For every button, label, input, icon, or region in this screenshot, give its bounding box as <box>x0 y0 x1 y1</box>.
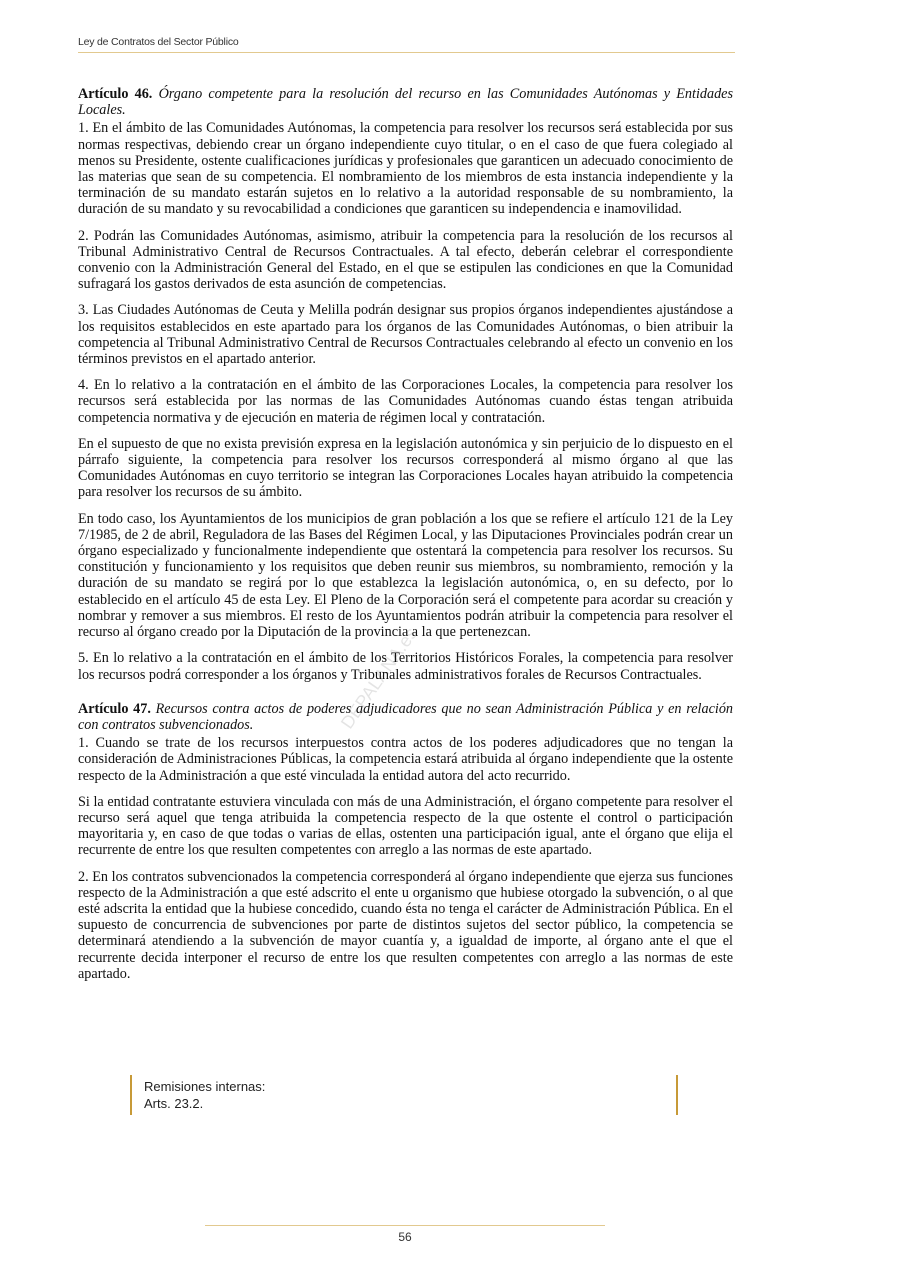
article-spacer <box>78 693 733 701</box>
footer-divider <box>205 1225 605 1226</box>
running-header: Ley de Contratos del Sector Público <box>78 36 735 53</box>
page-body <box>78 86 733 992</box>
paragraph: 4. En lo relativo a la contratación en el ámbito de las Corporaciones Locales, la competencia para resolver los recursos será establecida por las normas de las Comunidades Autónomas cuando éstas tengan atribuida competencia normativa y de ejecución en materia de régimen local y contratación. <box>78 377 733 426</box>
article-title: Recursos contra actos de poderes adjudicadores que no sean Administración Pública y en relación con contratos subvencionados. <box>78 700 734 733</box>
article-heading <box>78 86 733 118</box>
paragraph: 1. En el ámbito de las Comunidades Autónomas, la competencia para resolver los recursos será establecida por sus normas respectivas, debiendo crear un órgano independiente cuyo titular, o en el caso de que fuera colegiado al menos su Presidente, ostente cualificaciones jurídicas y profesionales que garanticen un adecuado conocimiento de las materias que sean de su competencia. El nombramiento de los miembros de esta instancia independiente y la terminación de su mandato estarán sujetos en lo relativo a la autoridad responsable de su nombramiento, la duración de su mandato y su revocabilidad a condiciones que garanticen su independencia e inamovilidad. <box>78 120 733 218</box>
paragraph: 3. Las Ciudades Autónomas de Ceuta y Melilla podrán designar sus propios órganos independientes ajustándose a los requisitos establecidos en este apartado para los órganos de las Comunidades Autónomas, o bien atribuir la competencia al Tribunal Administrativo Central de Recursos Contractuales celebrando al efecto un convenio en los términos previstos en el apartado anterior. <box>78 302 733 368</box>
article-title: Órgano competente para la resolución del recurso en las Comunidades Autónomas y Entidades Locales. <box>78 86 734 119</box>
paragraph: 2. En los contratos subvencionados la competencia corresponderá al órgano independiente que ejerza sus funciones respecto de la Administración a que esté adscrito el ente u organismo que hubiese otorgado la subvención, o al que esté adscrita la entidad que la hubiese concedido, cuando ésta no tenga el carácter de Administración Pública. En el supuesto de concurrencia de subvenciones por parte de distintos sujetos del sector público, la competencia se determinará atendiendo a la subvención de mayor cuantía y, a igualdad de importe, al órgano ante el que el recurrente decida interponer el recurso de entre los que resulten competentes con arreglo a las normas de este apartado. <box>78 868 733 982</box>
paragraph: 1. Cuando se trate de los recursos interpuestos contra actos de los poderes adjudicadores que no tengan la consideración de Administraciones Públicas, la competencia estará atribuida al órgano independiente que la ostente respecto de la Administración a que esté vinculada la entidad autora del acto recurrido. <box>78 735 733 784</box>
internal-references-label: Remisiones internas: <box>144 1079 266 1094</box>
paragraph: Si la entidad contratante estuviera vinculada con más de una Administración, el órgano competente para resolver el recurso será aquel que tenga atribuida la competencia respecto de la que ostente el control o participación mayoritaria y, en caso de que todas o varias de ellas, ostenten una participación igual, ante el órgano que elija el recurrente de entre los que resulten competentes con arreglo a las normas de este apartado. <box>78 793 733 859</box>
internal-references-box <box>130 1075 678 1115</box>
article-heading <box>78 701 733 733</box>
internal-references-list: Arts. 23.2. <box>144 1096 204 1111</box>
paragraph: 5. En lo relativo a la contratación en el ámbito de los Territorios Históricos Forales, la competencia para resolver los recursos podrá corresponder a los órganos y Tribunales administrativos forales de Recursos Contractuales. <box>78 650 733 683</box>
article-46 <box>78 86 733 683</box>
watermark: DEPALANA.es <box>336 623 422 733</box>
page-number: 56 <box>398 1230 412 1244</box>
paragraph: En el supuesto de que no exista previsión expresa en la legislación autonómica y sin perjuicio de lo dispuesto en el párrafo siguiente, la competencia para resolver los recursos corresponderá al mismo órgano al que las Comunidades Autónomas en cuyo territorio se integran las Corporaciones Locales hayan atribuido la competencia para resolver los recursos de su ámbito. <box>78 435 733 501</box>
article-number: Artículo 47. <box>78 700 151 717</box>
article-number: Artículo 46. <box>78 86 153 102</box>
article-47 <box>78 701 733 982</box>
paragraph: 2. Podrán las Comunidades Autónomas, asimismo, atribuir la competencia para la resolución de los recursos al Tribunal Administrativo Central de Recursos Contractuales. A tal efecto, deberán celebrar el correspondiente convenio con la Administración General del Estado, en el que se estipulen las condiciones en que la Comunidad sufragará los gastos derivados de esta asunción de competencias. <box>78 227 733 293</box>
paragraph: En todo caso, los Ayuntamientos de los municipios de gran población a los que se refiere el artículo 121 de la Ley 7/1985, de 2 de abril, Reguladora de las Bases del Régimen Local, y las Diputaciones Provinciales podrán crear un órgano especializado y funcionalmente independiente que ostentará la competencia para resolver los recursos. Su constitución y funcionamiento y los requisitos que deben reunir sus miembros, su nombramiento, remoción y la duración de su mandato se regirá por lo que establezca la legislación autonómica, o, en su defecto, por lo establecido en el artículo 45 de esta Ley. El Pleno de la Corporación será el competente para acordar su creación y nombrar y remover a sus miembros. El resto de los Ayuntamientos podrán atribuir la competencia para resolver el recurso al órgano creado por la Diputación de la provincia a la que pertenezcan. <box>78 510 733 641</box>
